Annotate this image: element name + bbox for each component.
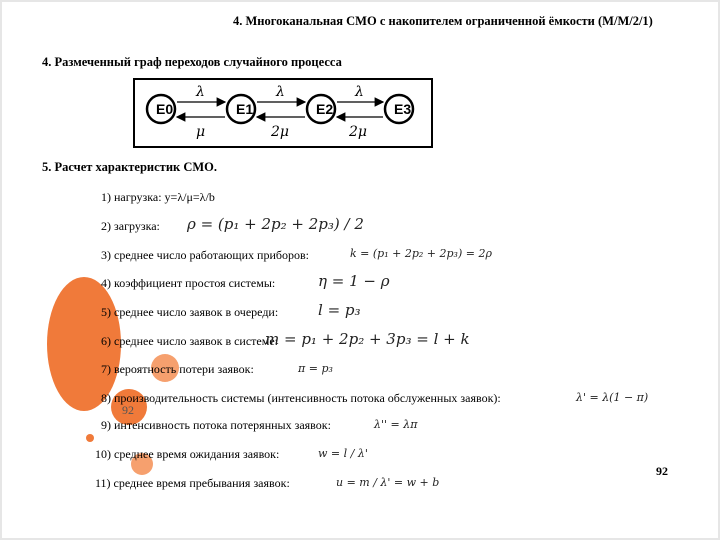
item-6-formula: m = p₁ + 2p₂ + 3p₃ = l + k — [265, 330, 470, 348]
item-9-formula: λ'' = λπ — [374, 418, 418, 431]
item-5-label: 5) среднее число заявок в очереди: — [101, 305, 279, 319]
item-5-formula: l = p₃ — [318, 301, 361, 319]
state-node-e1 — [227, 95, 255, 123]
frame-left — [0, 0, 2, 540]
page-number: 92 — [656, 464, 668, 478]
state-label-e0: E0 — [156, 101, 174, 117]
item-2-label: 2) загрузка: — [101, 219, 160, 233]
ghost-page-number: 92 — [122, 403, 134, 417]
label-forward-1: λ — [276, 84, 285, 100]
state-node-e0 — [147, 95, 175, 123]
transition-graph — [133, 78, 433, 148]
item-4-formula: η = 1 − ρ — [318, 272, 390, 290]
item-8-label: 8) производительность системы (интенсивность потока обслуженных заявок): — [101, 391, 501, 405]
frame-top — [0, 0, 720, 2]
item-6-label: 6) среднее число заявок в системе: — [101, 334, 279, 348]
state-node-e3 — [385, 95, 413, 123]
item-11-label: 11) среднее время пребывания заявок: — [95, 476, 290, 490]
item-10-formula: w = l / λ' — [318, 447, 368, 460]
label-forward-2: λ — [355, 84, 364, 100]
state-label-e2: E2 — [316, 101, 334, 117]
item-3-label: 3) среднее число работающих приборов: — [101, 248, 310, 262]
item-7-formula: π = p₃ — [298, 362, 333, 375]
transition-graph-svg — [135, 80, 431, 146]
item-8-formula: λ' = λ(1 − π) — [576, 391, 649, 404]
section-graph-title: 4. Размеченный граф переходов случайного процесса — [42, 55, 342, 69]
item-7-label: 7) вероятность потери заявок: — [101, 362, 254, 376]
label-backward-0: μ — [196, 124, 206, 140]
label-backward-2: 2μ — [349, 124, 368, 140]
section-calc-title: 5. Расчет характеристик СМО. — [42, 160, 218, 174]
item-11-formula: u = m / λ' = w + b — [336, 476, 440, 489]
slide-header: 4. Многоканальная СМО с накопителем ограниченной ёмкости (М/М/2/1) — [233, 14, 653, 28]
state-node-e2 — [307, 95, 335, 123]
state-label-e3: E3 — [394, 101, 412, 117]
item-4-label: 4) коэффициент простоя системы: — [101, 276, 276, 290]
item-9-label: 9) интенсивность потока потерянных заявок: — [101, 418, 331, 432]
item-2-formula: ρ = (p₁ + 2p₂ + 2p₃) / 2 — [187, 215, 364, 233]
decor-circle-tiny — [86, 434, 94, 442]
label-backward-1: 2μ — [271, 124, 290, 140]
item-3-formula: k = (p₁ + 2p₂ + 2p₃) = 2ρ — [350, 247, 492, 260]
item-10-label: 10) среднее время ожидания заявок: — [95, 447, 280, 461]
item-1-label: 1) нагрузка: y=λ/μ=λ/b — [101, 190, 215, 204]
state-label-e1: E1 — [236, 101, 254, 117]
label-forward-0: λ — [196, 84, 205, 100]
